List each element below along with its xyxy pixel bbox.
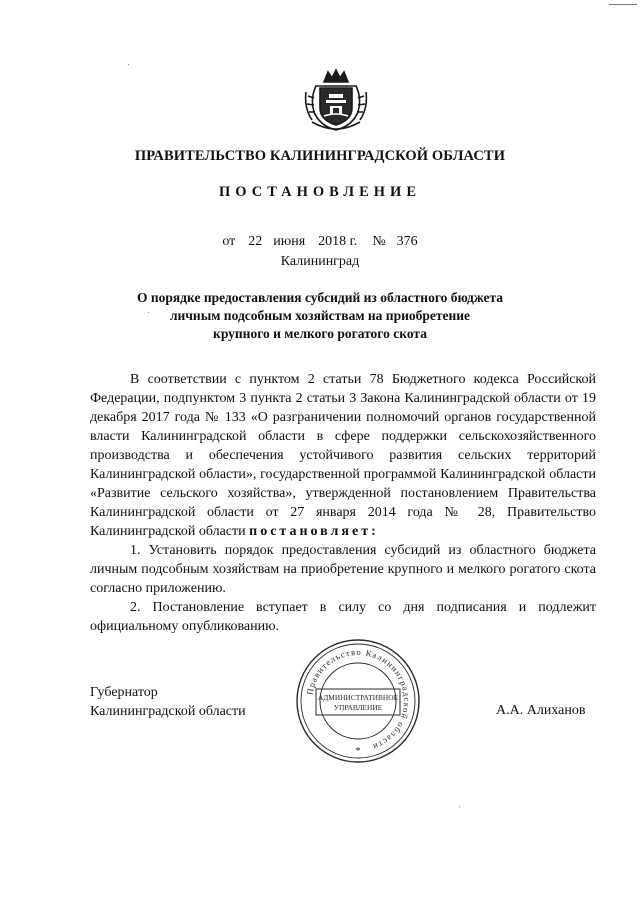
document-type: ПОСТАНОВЛЕНИЕ	[218, 184, 421, 200]
resolves-word: постановляет:	[249, 524, 379, 539]
date-number-line	[0, 234, 640, 250]
item-2: 2. Постановление вступает в силу со дня подписания и подлежит официальному опубликованию.	[90, 600, 596, 634]
preamble-text: В соответствии с пунктом 2 статьи 78 Бюджетного кодекса Российской Федерации, подпунктом 3 пункта 2 статьи 3 Закона Калининградской области от 19 декабря 2017 года № 133 «О разграничении полномочий органов государственной власти Калининградской области в сфере поддержки сельскохозяйственного производства и обеспечения устойчивого развития сельских территорий Калининградской области», государственной программой Калининградской области «Развитие сельского хозяйства», утвержденной постановлением Правительства Калининградской области от 27 января 2014 года № 28, Правительство Калининградской области	[90, 372, 596, 539]
date-prefix: от	[222, 234, 236, 249]
seal-center-line: АДМИНИСТРАТИВНОЕ	[317, 693, 399, 702]
subject-line: О порядке предоставления субсидий из областного бюджета	[136, 290, 504, 305]
subject-line: личным подсобным хозяйствам на приобретение	[169, 308, 471, 323]
scan-speck	[128, 64, 129, 65]
subject-line: крупного и мелкого рогатого скота	[213, 326, 427, 341]
coat-of-arms-icon	[302, 62, 370, 134]
date-year: 2018 г.	[318, 234, 358, 249]
seal-star: *	[355, 745, 361, 757]
page-edge-mark	[609, 4, 637, 5]
government-title: ПРАВИТЕЛЬСТВО КАЛИНИНГРАДСКОЙ ОБЛАСТИ	[134, 148, 506, 164]
scan-speck	[459, 806, 460, 807]
item-1: 1. Установить порядок предоставления субсидий из областного бюджета личным подсобным хозяйствам на приобретение крупного и мелкого рогатого скота согласно приложению.	[90, 543, 596, 596]
date-day: 22	[248, 234, 263, 249]
document-subject	[0, 289, 640, 343]
seal-ring-text: Правительство Калининградской области	[304, 646, 413, 753]
signatory-name: А.А. Алиханов	[496, 703, 586, 718]
document-number: 376	[396, 234, 418, 249]
date-month: июня	[273, 234, 306, 249]
document-body	[90, 370, 596, 636]
position-line: Калининградской области	[90, 704, 246, 719]
signatory-position	[90, 683, 246, 721]
official-seal-icon	[294, 637, 422, 765]
position-line: Губернатор	[90, 685, 158, 700]
city: Калининград	[280, 254, 360, 269]
seal-center-line: УПРАВЛЕНИЕ	[333, 703, 383, 712]
preamble-paragraph	[90, 370, 596, 541]
number-sign: №	[372, 234, 386, 249]
